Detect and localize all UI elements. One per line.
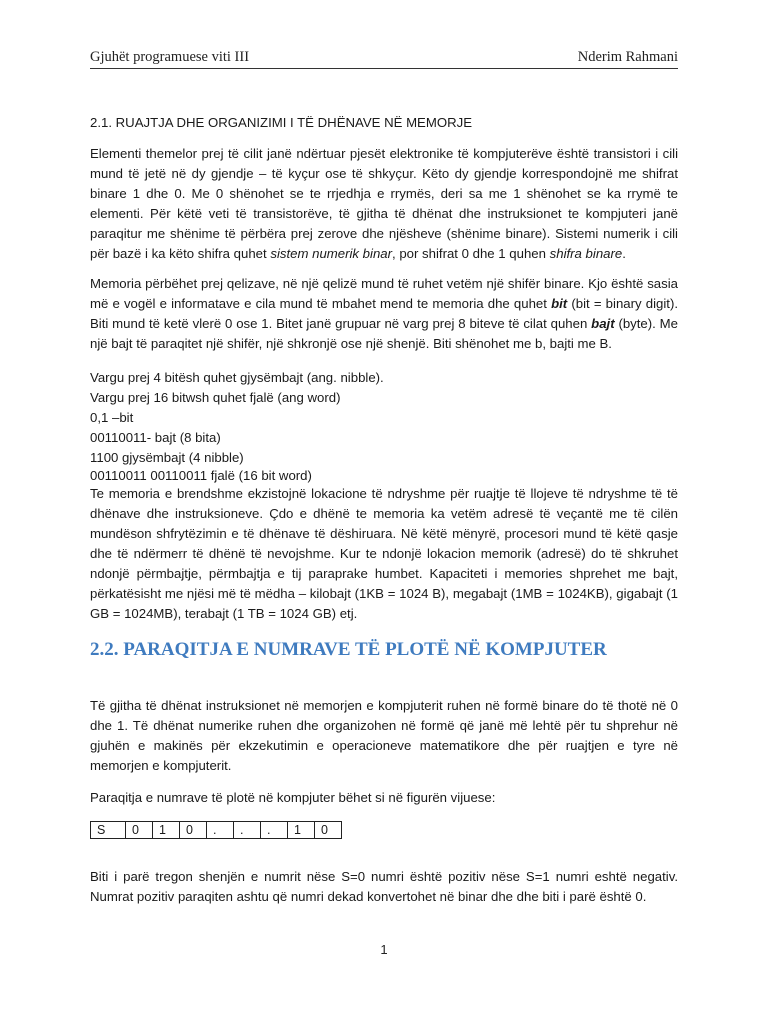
definition-lines bbox=[90, 368, 678, 484]
section-1-paragraph-2: Memoria përbëhet prej qelizave, në një qelizë mund të ruhet vetëm një shifër binare. Kjo është sasia më e vogël e informatave e cila mund të mbahet mend te memoria dhe quhet bit (bit = binary digit). Biti mund të ketë vlerë 0 ose 1. Bitet janë grupuar në varg prej 8 biteve të cilat quhen bajt (byte). Me një bajt të paraqitet një shifër, një shkronjë ose një shenjë. Biti shënohet me b, bajti me B. bbox=[90, 276, 678, 351]
bit-cell: 0 bbox=[180, 822, 207, 839]
page-header bbox=[90, 46, 678, 66]
definition-line: 0,1 –bit bbox=[90, 410, 134, 425]
header-rule bbox=[90, 68, 678, 69]
section-1-title: 2.1. RUAJTJA DHE ORGANIZIMI I TË DHËNAVE NË MEMORJE bbox=[90, 115, 473, 130]
bit-cell: 1 bbox=[288, 822, 315, 839]
section-2-paragraph-2: Paraqitja e numrave të plotë në kompjuter bëhet si në figurën vijuese: bbox=[90, 790, 496, 805]
section-2-heading: 2.2. PARAQITJA E NUMRAVE TË PLOTË NË KOMPJUTER bbox=[90, 639, 607, 660]
bit-cell: 1 bbox=[153, 822, 180, 839]
bit-cell: . bbox=[261, 822, 288, 839]
definition-line: 00110011 00110011 fjalë (16 bit word) bbox=[90, 468, 312, 483]
bit-cell: 0 bbox=[126, 822, 153, 839]
definition-line: 00110011- bajt (8 bita) bbox=[90, 430, 221, 445]
bit-cell: . bbox=[207, 822, 234, 839]
section-1-paragraph-3: Te memoria e brendshme ekzistojnë lokacione të ndryshme për ruajtje të llojeve të ndryshme të të dhënave dhe instruksioneve. Çdo e dhënë te memoria ka vetëm adresë të veçantë me të cilën mundëson shfrytëzimin e të dhënave të dëshiruara. Në këtë mënyrë, procesori mund të këtë qasje dhe të ndërmerr të dhënë të nevojshme. Kur te ndonjë lokacion memorik (adresë) do të shkruhet ndonjë përmbajtje, përmbajtja e tij paraprake humbet. Kapaciteti i memories shprehet me bajt, përkatësisht me njësi më të mëdha – kilobajt (1KB = 1024 B), megabajt (1MB = 1024KB), gigabajt (1 GB = 1024MB), terabajt (1 TB = 1024 GB) etj. bbox=[90, 486, 678, 621]
page-number: 1 bbox=[380, 942, 388, 957]
bit-row bbox=[91, 822, 342, 839]
bit-cell: 0 bbox=[315, 822, 342, 839]
definition-line: Vargu prej 4 bitësh quhet gjysëmbajt (ang. nibble). bbox=[90, 370, 384, 385]
header-course-title: Gjuhët programuese viti III bbox=[90, 49, 250, 65]
bit-layout-figure bbox=[90, 821, 342, 839]
header-author: Nderim Rahmani bbox=[577, 49, 678, 65]
section-2-paragraph-3: Biti i parë tregon shenjën e numrit nëse S=0 numri është pozitiv nëse S=1 numri eshtë negativ. Numrat pozitiv paraqiten ashtu që numri dekad konvertohet në binar dhe dhe biti i parë është 0. bbox=[90, 869, 678, 904]
bit-cell: S bbox=[91, 822, 126, 839]
definition-line: 1100 gjysëmbajt (4 nibble) bbox=[90, 450, 244, 465]
section-2-paragraph-1: Të gjitha të dhënat instruksionet në memorjen e kompjuterit ruhen në formë binare do të thotë në 0 dhe 1. Të dhënat numerike ruhen dhe organizohen në formë që janë më lehtë për tu shprehur në gjuhën e makinës për ekzekutimin e operacioneve matematikore dhe për ruajtjen e tyre në memorjen e kompjuterit. bbox=[90, 698, 678, 773]
page-content bbox=[90, 113, 678, 907]
section-1-paragraph-1: Elementi themelor prej të cilit janë ndërtuar pjesët elektronike të kompjuterëve është transistori i cili mund të jetë në dy gjendje – të kyçur ose të shkyçur. Këto dy gjendje korrespondojnë me shifrat binare 1 dhe 0. Me 0 shënohet se te rrjedhja e rrymës, deri sa me 1 shënohet se ka rrymë te elementi. Për këtë veti të transistorëve, të gjitha të dhënat dhe instruksionet te kompjuteri janë paraqitur me shënime të përbëra prej zerove dhe njësheve (shënime binare). Sistemi numerik i cili për bazë i ka këto shifra quhet sistem numerik binar, por shifrat 0 dhe 1 quhen shifra binare. bbox=[90, 146, 678, 261]
bit-cell: . bbox=[234, 822, 261, 839]
definition-line: Vargu prej 16 bitwsh quhet fjalë (ang word) bbox=[90, 390, 341, 405]
